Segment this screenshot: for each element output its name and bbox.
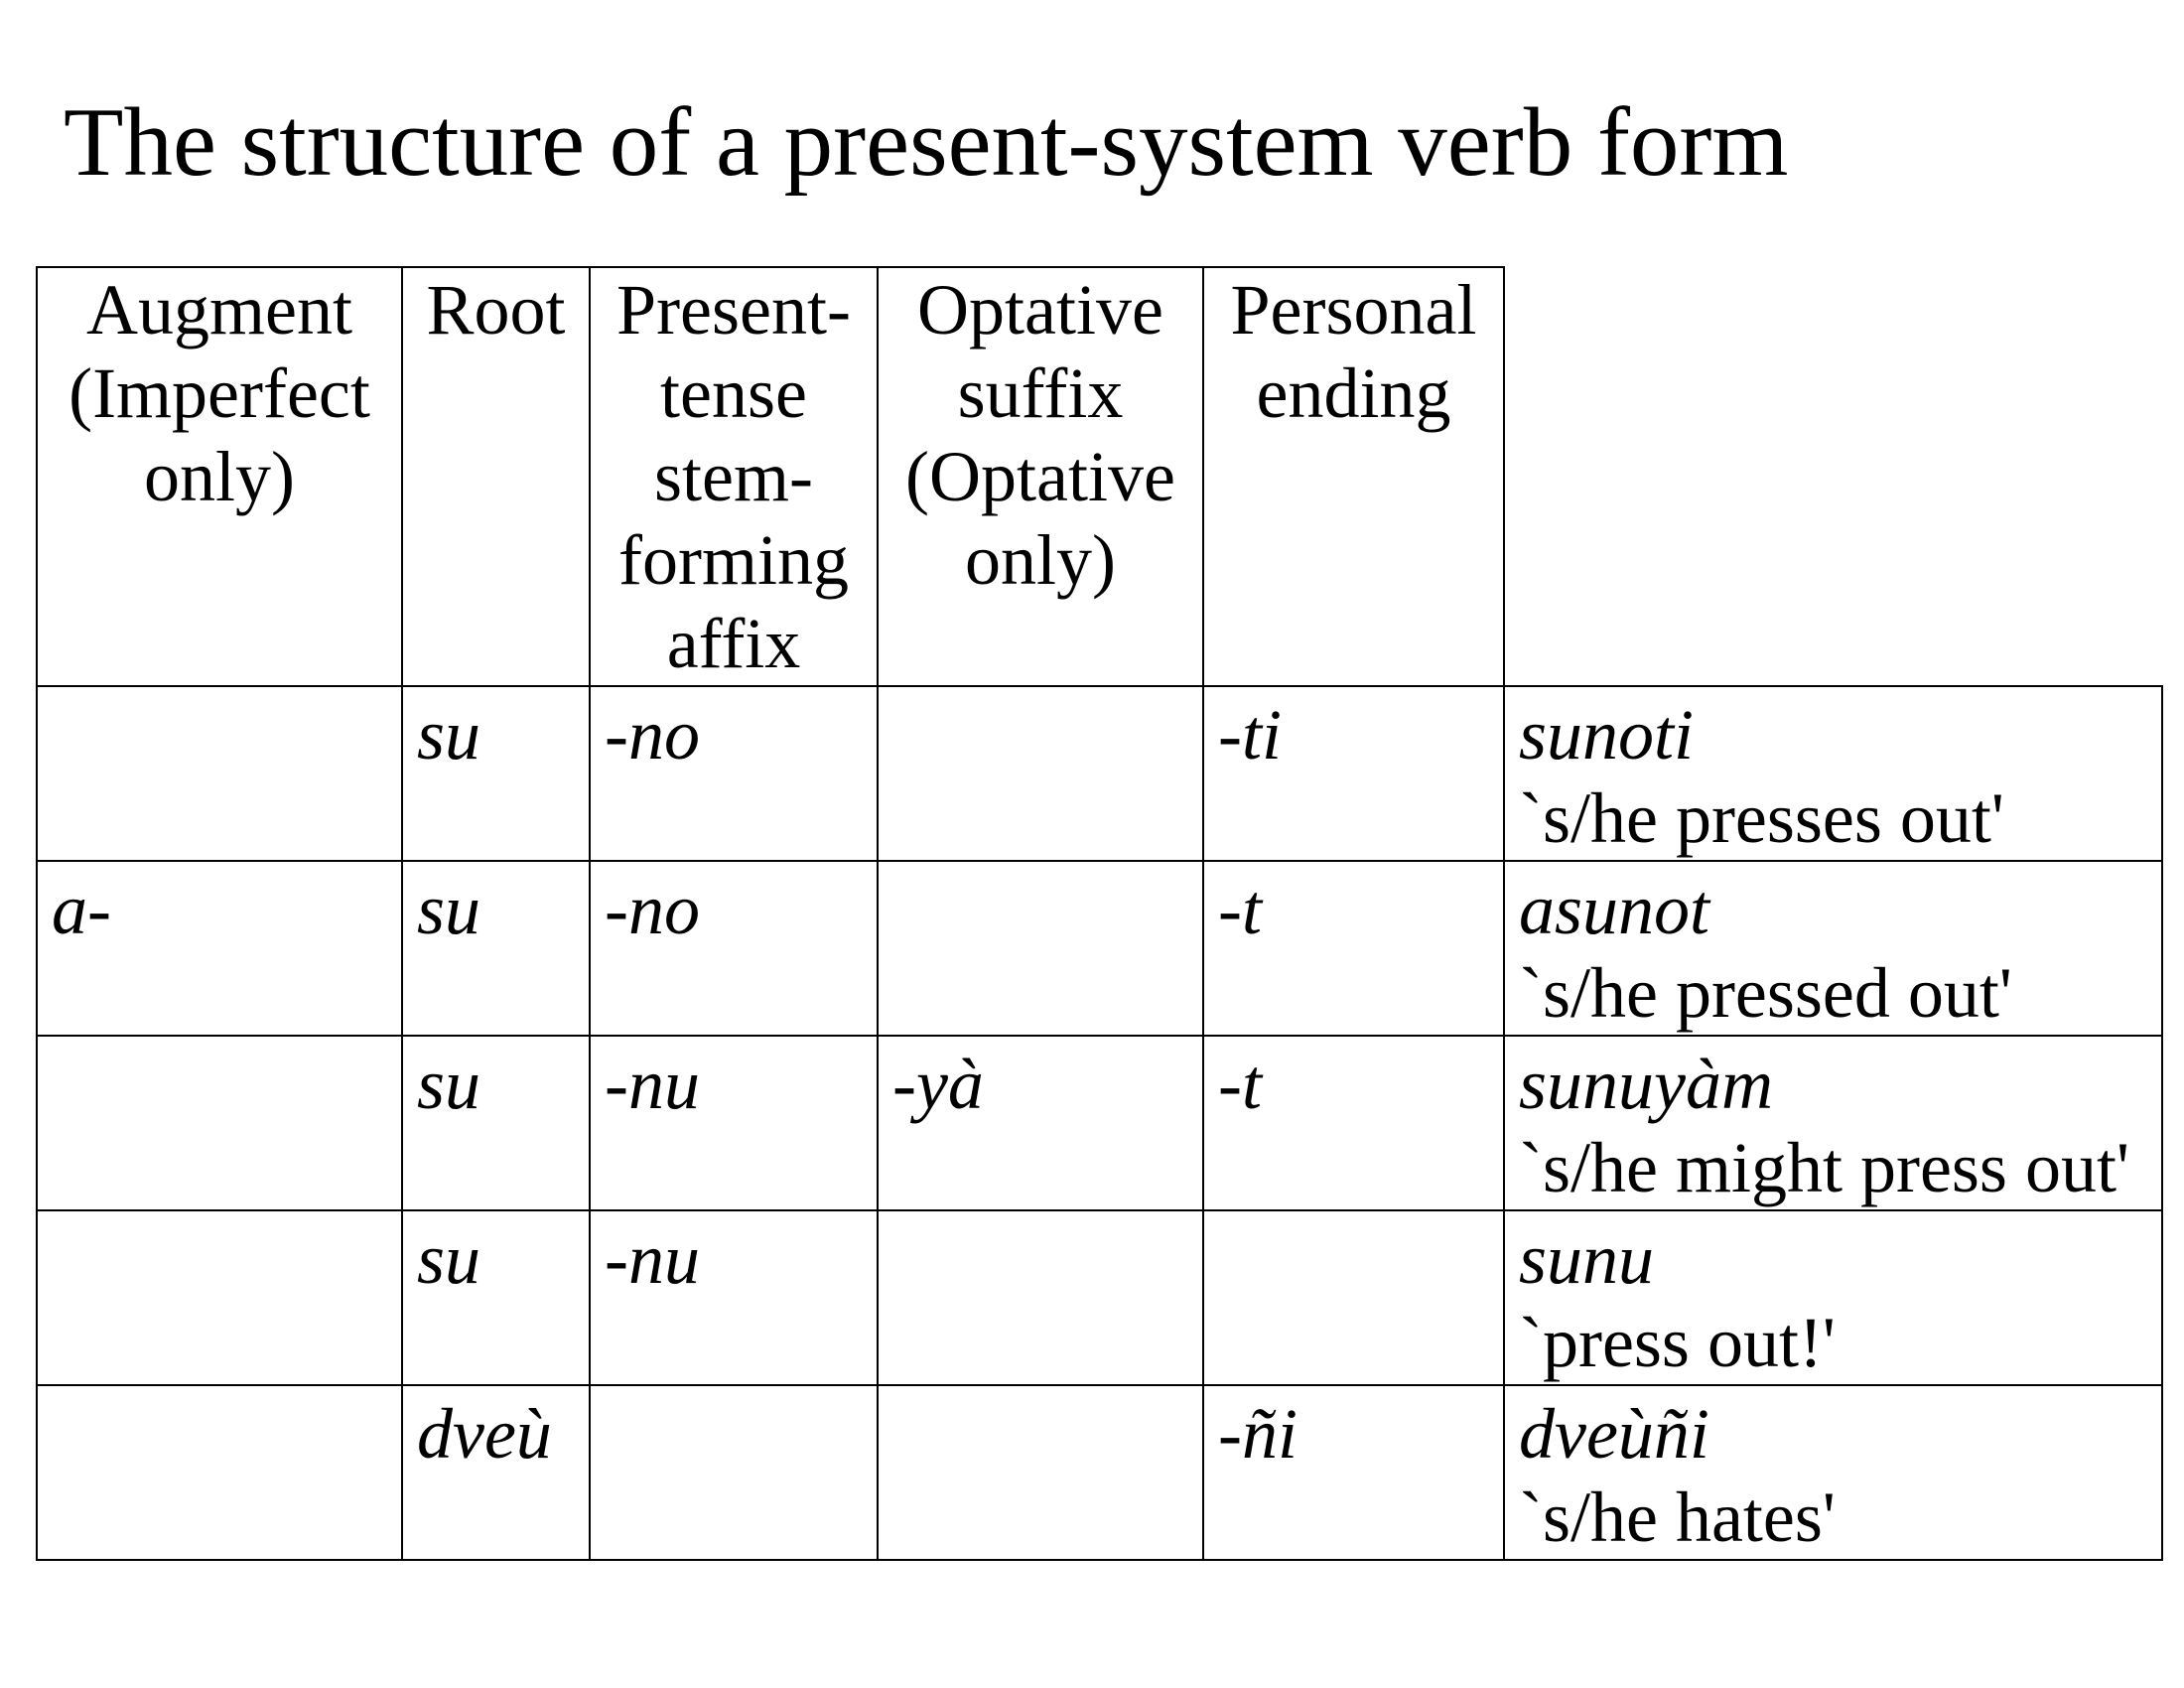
cell-result bbox=[1504, 686, 2162, 861]
header-root bbox=[402, 267, 590, 686]
result-gloss: `s/he presses out' bbox=[1519, 778, 2004, 858]
result-form: asunot bbox=[1519, 870, 1710, 949]
cell-result bbox=[1504, 1385, 2162, 1560]
table-row bbox=[37, 686, 2162, 861]
result-gloss: `s/he pressed out' bbox=[1519, 953, 2012, 1033]
cell-affix bbox=[590, 861, 878, 1036]
header-line: only) bbox=[965, 520, 1116, 600]
header-row bbox=[37, 267, 2162, 686]
ending-text: -t bbox=[1218, 1045, 1262, 1124]
cell-augment bbox=[37, 1036, 402, 1210]
header-line: tense bbox=[660, 353, 807, 433]
cell-root bbox=[402, 1036, 590, 1210]
table-row bbox=[37, 1385, 2162, 1560]
cell-ending bbox=[1203, 1385, 1504, 1560]
result-form: sunuyàm bbox=[1519, 1045, 1773, 1124]
header-line: affix bbox=[666, 604, 801, 683]
affix-text: -nu bbox=[605, 1045, 700, 1124]
verb-structure-table bbox=[36, 266, 2163, 1561]
affix-text: -no bbox=[605, 695, 700, 774]
cell-root bbox=[402, 686, 590, 861]
cell-root bbox=[402, 1210, 590, 1385]
cell-augment bbox=[37, 1385, 402, 1560]
result-form: sunoti bbox=[1519, 695, 1695, 774]
augment-text bbox=[38, 1386, 401, 1392]
cell-affix bbox=[590, 1036, 878, 1210]
header-augment bbox=[37, 267, 402, 686]
header-line: stem- bbox=[654, 437, 813, 516]
cell-root bbox=[402, 861, 590, 1036]
cell-affix bbox=[590, 1385, 878, 1560]
root-text: su bbox=[417, 695, 481, 774]
header-line: suffix bbox=[957, 353, 1124, 433]
header-line: only) bbox=[144, 437, 295, 516]
cell-optative bbox=[878, 1036, 1203, 1210]
header-line: (Optative bbox=[905, 437, 1175, 516]
cell-optative bbox=[878, 686, 1203, 861]
cell-optative bbox=[878, 1385, 1203, 1560]
cell-result bbox=[1504, 1210, 2162, 1385]
root-text: su bbox=[417, 870, 481, 949]
optative-text bbox=[879, 862, 1202, 868]
ending-text: -t bbox=[1218, 870, 1262, 949]
cell-result bbox=[1504, 861, 2162, 1036]
cell-ending bbox=[1203, 1036, 1504, 1210]
result-gloss: `s/he hates' bbox=[1519, 1477, 1836, 1557]
optative-text: -yà bbox=[892, 1045, 984, 1124]
root-text: su bbox=[417, 1219, 481, 1299]
cell-augment bbox=[37, 1210, 402, 1385]
affix-text: -no bbox=[605, 870, 700, 949]
affix-text: -nu bbox=[605, 1219, 700, 1299]
table-row bbox=[37, 1210, 2162, 1385]
cell-root bbox=[402, 1385, 590, 1560]
ending-text: -ñi bbox=[1218, 1394, 1297, 1474]
result-gloss: `s/he might press out' bbox=[1519, 1128, 2129, 1207]
table-row bbox=[37, 1036, 2162, 1210]
augment-text bbox=[38, 687, 401, 693]
optative-text bbox=[879, 1386, 1202, 1392]
header-line: Present- bbox=[616, 270, 851, 350]
header-present-tense-affix bbox=[590, 267, 878, 686]
header-line: Optative bbox=[917, 270, 1163, 350]
cell-optative bbox=[878, 1210, 1203, 1385]
header-optative-suffix bbox=[878, 267, 1203, 686]
header-line: forming bbox=[618, 520, 849, 600]
ending-text bbox=[1204, 1211, 1503, 1217]
ending-text: -ti bbox=[1218, 695, 1282, 774]
cell-optative bbox=[878, 861, 1203, 1036]
cell-affix bbox=[590, 1210, 878, 1385]
result-form: dveùñi bbox=[1519, 1394, 1709, 1474]
header-personal-ending bbox=[1203, 267, 1504, 686]
cell-ending bbox=[1203, 861, 1504, 1036]
optative-text bbox=[879, 687, 1202, 693]
cell-augment bbox=[37, 686, 402, 861]
root-text: dveù bbox=[417, 1394, 552, 1474]
cell-result bbox=[1504, 1036, 2162, 1210]
augment-text: a- bbox=[52, 870, 111, 949]
header-blank bbox=[1504, 267, 2162, 686]
root-text: su bbox=[417, 1045, 481, 1124]
header-line: Augment bbox=[86, 270, 352, 350]
result-gloss: `press out!' bbox=[1519, 1303, 1836, 1382]
augment-text bbox=[38, 1211, 401, 1217]
augment-text bbox=[38, 1037, 401, 1043]
optative-text bbox=[879, 1211, 1202, 1217]
affix-text bbox=[591, 1386, 877, 1392]
header-line: (Imperfect bbox=[68, 353, 370, 433]
cell-affix bbox=[590, 686, 878, 861]
slide-title: The structure of a present-system verb form bbox=[64, 88, 1789, 197]
result-form: sunu bbox=[1519, 1219, 1655, 1299]
cell-augment bbox=[37, 861, 402, 1036]
cell-ending bbox=[1203, 686, 1504, 861]
table-row bbox=[37, 861, 2162, 1036]
header-line: Personal bbox=[1230, 270, 1477, 350]
header-line: Root bbox=[426, 270, 566, 350]
header-line: ending bbox=[1256, 353, 1451, 433]
cell-ending bbox=[1203, 1210, 1504, 1385]
